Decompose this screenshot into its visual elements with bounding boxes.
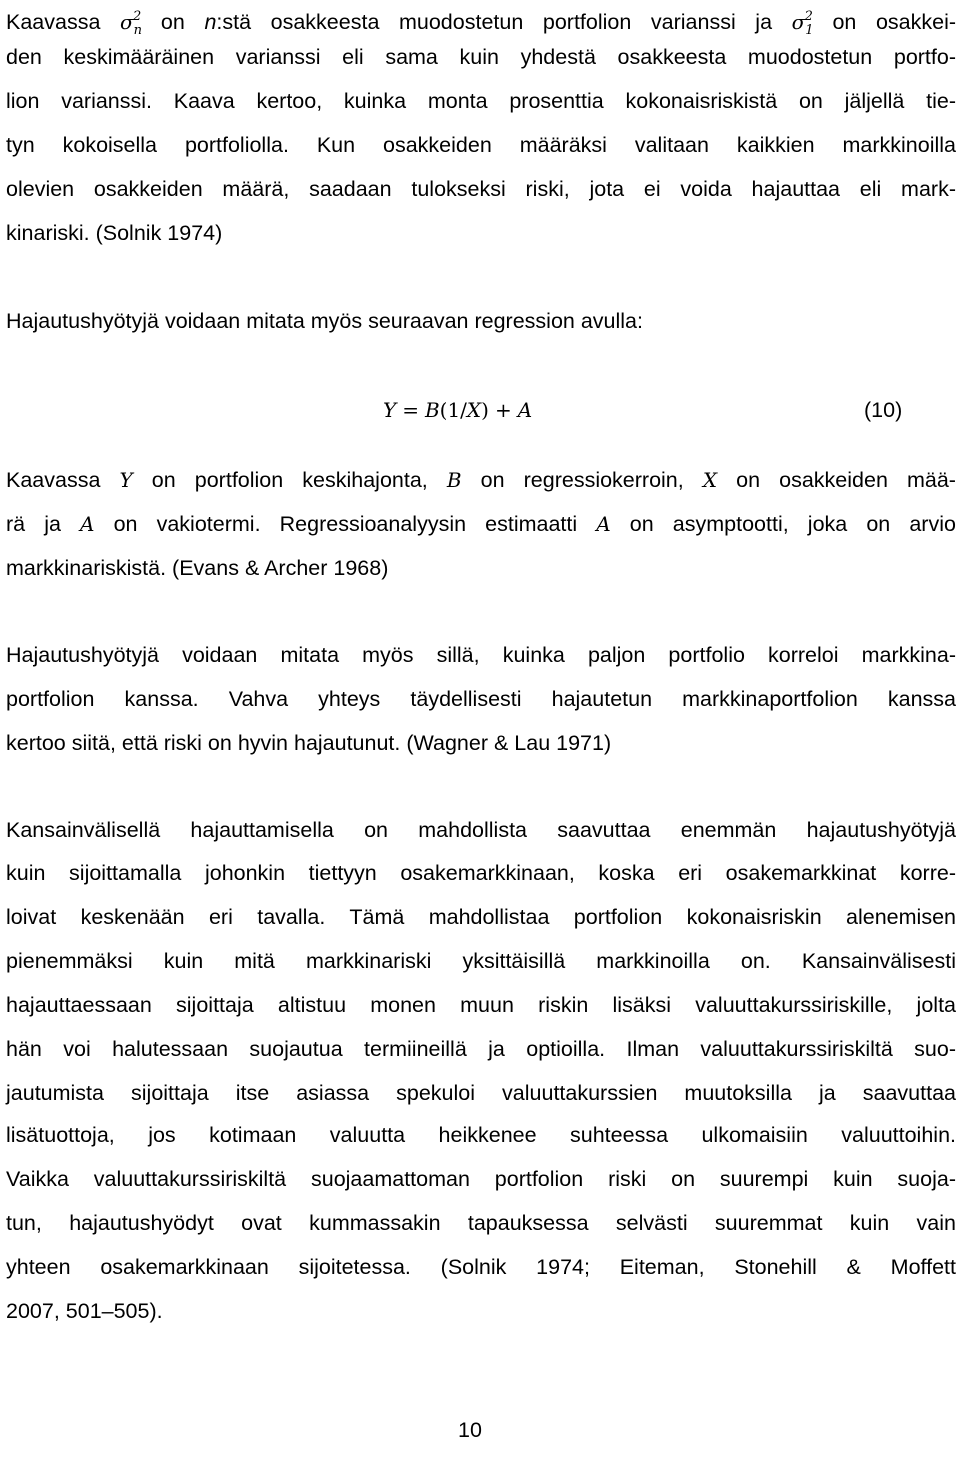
eq-Y: Y bbox=[383, 398, 397, 422]
var-X: X bbox=[702, 468, 718, 492]
paragraph-5-line-1: Kansainvälisellä hajauttamisella on mahdollista saavuttaa enemmän hajautushyötyjä bbox=[6, 818, 956, 842]
text-segment: :stä osakkeesta muodostetun portfolion varianssi ja bbox=[216, 10, 773, 34]
eq-paren-open: (1/ bbox=[439, 398, 467, 422]
paragraph-4-line-1: Hajautushyötyjä voidaan mitata myös sillä, kuinka paljon portfolio korreloi markkina- bbox=[6, 643, 956, 667]
text-segment: on bbox=[160, 10, 185, 34]
paragraph-3-line-3: markkinariskistä. (Evans & Archer 1968) bbox=[6, 556, 389, 580]
paragraph-5-line-10: tun, hajautushyödyt ovat kummassakin tapauksessa selvästi suuremmat kuin vain bbox=[6, 1211, 956, 1235]
paragraph-5-line-9: Vaikka valuuttakurssiriskiltä suojaamattoman portfolion riski on suurempi kuin suoja- bbox=[6, 1167, 956, 1191]
paragraph-1-line-4: tyn kokoisella portfoliolla. Kun osakkeiden määräksi valitaan kaikkien markkinoilla bbox=[6, 133, 956, 157]
equation-number: (10) bbox=[864, 398, 903, 422]
eq-X: X bbox=[466, 398, 482, 422]
eq-equals: = bbox=[402, 398, 419, 422]
paragraph-5-line-8: lisätuottoja, jos kotimaan valuutta heikkenee suhteessa ulkomaisiin valuuttoihin. bbox=[6, 1123, 956, 1147]
regression-equation bbox=[383, 392, 532, 428]
var-A: A bbox=[596, 512, 611, 536]
paragraph-5-line-5: hajauttaessaan sijoittaja altistuu monen muun riskin lisäksi valuuttakurssiriskille, jolta bbox=[6, 993, 956, 1017]
var-A: A bbox=[80, 512, 95, 536]
math-sigma-n-squared: $\sigma_n^2$ bbox=[120, 9, 143, 38]
math-sigma-1-squared: $\sigma_1^2$ bbox=[791, 9, 814, 38]
eq-plus: + bbox=[494, 398, 512, 422]
variable-n: n bbox=[204, 10, 217, 34]
paragraph-1-line-6: kinariski. (Solnik 1974) bbox=[6, 221, 223, 245]
paragraph-1-line-5: olevien osakkeiden määrä, saadaan tulokseksi riski, jota ei voida hajauttaa eli mark- bbox=[6, 177, 956, 201]
paragraph-5-line-6: hän voi halutessaan suojautua termiineillä ja optioilla. Ilman valuuttakurssiriskiltä suo- bbox=[6, 1037, 956, 1061]
paragraph-3-line-1: Kaavassa Y on portfolion keskihajonta, B on regressiokerroin, X on osakkeiden mää- bbox=[6, 468, 956, 492]
var-Y: Y bbox=[119, 468, 133, 492]
eq-paren-close: ) bbox=[481, 398, 489, 422]
eq-A: A bbox=[517, 398, 533, 422]
paragraph-2-line-1: Hajautushyötyjä voidaan mitata myös seuraavan regression avulla: bbox=[6, 309, 643, 333]
text-segment: Kaavassa bbox=[6, 10, 101, 34]
paragraph-1-line-3: lion varianssi. Kaava kertoo, kuinka monta prosenttia kokonaisriskistä on jäljellä tie- bbox=[6, 89, 956, 113]
page-number: 10 bbox=[458, 1418, 482, 1442]
eq-B: B bbox=[424, 398, 440, 422]
paragraph-5-line-11: yhteen osakemarkkinaan sijoitetessa. (Solnik 1974; Eiteman, Stonehill & Moffett bbox=[6, 1255, 956, 1279]
paragraph-5-line-4: pienemmäksi kuin mitä markkinariski yksittäisillä markkinoilla on. Kansainvälisesti bbox=[6, 949, 956, 973]
text-segment: on osakkei- bbox=[832, 10, 957, 34]
paragraph-1-line-2: den keskimääräinen varianssi eli sama kuin yhdestä osakkeesta muodostetun portfo- bbox=[6, 45, 956, 69]
paragraph-1-line-1 bbox=[6, 2, 957, 38]
paragraph-3-line-2: rä ja A on vakiotermi. Regressioanalyysin estimaatti A on asymptootti, joka on arvio bbox=[6, 512, 956, 536]
paragraph-5-line-3: loivat keskenään eri tavalla. Tämä mahdollistaa portfolion kokonaisriskin alenemisen bbox=[6, 905, 956, 929]
paragraph-4-line-2: portfolion kanssa. Vahva yhteys täydellisesti hajautetun markkinaportfolion kanssa bbox=[6, 687, 956, 711]
paragraph-5-line-12: 2007, 501–505). bbox=[6, 1299, 163, 1323]
paragraph-5-line-2: kuin sijoittamalla johonkin tiettyyn osakemarkkinaan, koska eri osakemarkkinat korre- bbox=[6, 861, 956, 885]
paragraph-5-line-7: jautumista sijoittaja itse asiassa spekuloi valuuttakurssien muutoksilla ja saavuttaa bbox=[6, 1081, 956, 1105]
paragraph-4-line-3: kertoo siitä, että riski on hyvin hajautunut. (Wagner & Lau 1971) bbox=[6, 731, 612, 755]
var-B: B bbox=[446, 468, 462, 492]
